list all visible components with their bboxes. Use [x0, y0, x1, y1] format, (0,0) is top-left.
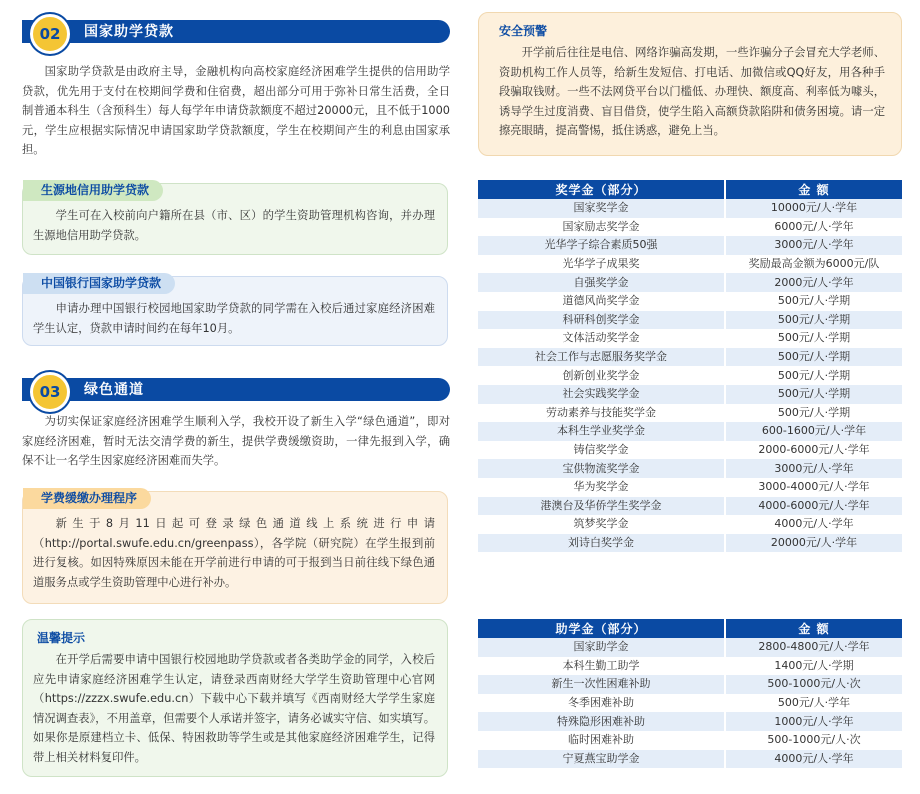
cell-amount: 500-1000元/人·次 — [725, 675, 902, 694]
cell-amount: 500元/人·学期 — [725, 385, 902, 404]
table-row — [478, 218, 902, 237]
cell-name: 临时困难补助 — [478, 731, 725, 750]
cell-amount: 500元/人·学期 — [725, 348, 902, 367]
source-loan-title: 生源地信用助学贷款 — [23, 180, 163, 201]
cell-name: 国家励志奖学金 — [478, 218, 725, 237]
table-row — [478, 638, 902, 657]
cell-name: 宝供物流奖学金 — [478, 459, 725, 478]
cell-name: 本科生勤工助学 — [478, 657, 725, 676]
source-loan-box — [22, 183, 448, 255]
table-row — [478, 675, 902, 694]
cell-amount: 500元/人·学年 — [725, 694, 902, 713]
cell-amount: 500元/人·学期 — [725, 329, 902, 348]
cell-name: 港澳台及华侨学生奖学金 — [478, 497, 725, 516]
section-03-number-badge: 03 — [30, 372, 70, 412]
scholarship-header-amount: 金 额 — [725, 180, 902, 199]
cell-amount: 1400元/人·学期 — [725, 657, 902, 676]
table-row — [478, 459, 902, 478]
scholarship-table-header — [478, 180, 902, 199]
cell-name: 道德风尚奖学金 — [478, 292, 725, 311]
cell-amount: 2000元/人·学年 — [725, 273, 902, 292]
boc-loan-box — [22, 276, 448, 346]
fee-deferral-title: 学费缓缴办理程序 — [23, 488, 151, 509]
cell-amount: 3000元/人·学年 — [725, 236, 902, 255]
scholarship-header-name: 奖学金（部分） — [478, 180, 725, 199]
cell-name: 社会实践奖学金 — [478, 385, 725, 404]
table-row — [478, 255, 902, 274]
scholarship-table — [478, 180, 902, 552]
tip-box — [22, 619, 448, 777]
cell-amount: 500元/人·学期 — [725, 311, 902, 330]
cell-name: 国家助学金 — [478, 638, 725, 657]
safety-warning-box — [478, 12, 902, 156]
table-row — [478, 311, 902, 330]
boc-loan-title: 中国银行国家助学贷款 — [23, 273, 175, 294]
cell-amount: 500元/人·学期 — [725, 366, 902, 385]
table-row — [478, 497, 902, 516]
section-02-header — [22, 20, 450, 43]
cell-name: 自强奖学金 — [478, 273, 725, 292]
table-row — [478, 366, 902, 385]
cell-name: 光华学子综合素质50强 — [478, 236, 725, 255]
table-row — [478, 236, 902, 255]
table-row — [478, 292, 902, 311]
grant-header-amount: 金 额 — [725, 619, 902, 638]
cell-amount: 奖励最高金额为6000元/队 — [725, 255, 902, 274]
cell-amount: 500元/人·学期 — [725, 404, 902, 423]
cell-name: 铸信奖学金 — [478, 441, 725, 460]
fee-deferral-box — [22, 491, 448, 604]
table-row — [478, 712, 902, 731]
cell-amount: 500-1000元/人·次 — [725, 731, 902, 750]
table-row — [478, 534, 902, 553]
section-03-header — [22, 378, 450, 401]
cell-name: 本科生学业奖学金 — [478, 422, 725, 441]
table-row — [478, 731, 902, 750]
cell-amount: 2800-4800元/人·学年 — [725, 638, 902, 657]
safety-warning-title: 安全预警 — [499, 24, 548, 38]
table-row — [478, 478, 902, 497]
cell-name: 科研科创奖学金 — [478, 311, 725, 330]
section-02-number-badge: 02 — [30, 14, 70, 54]
grant-table-header — [478, 619, 902, 638]
table-row — [478, 441, 902, 460]
tip-title: 温馨提示 — [37, 631, 86, 645]
cell-name: 宁夏燕宝助学金 — [478, 750, 725, 769]
boc-loan-text: 申请办理中国银行校园地国家助学贷款的同学需在入校后通过家庭经济困难学生认定，贷款申请时间约在每年10月。 — [33, 302, 435, 335]
section-03-title: 绿色通道 — [84, 382, 144, 398]
source-loan-text: 学生可在入校前向户籍所在县（市、区）的学生资助管理机构咨询，并办理生源地信用助学贷款。 — [33, 209, 435, 242]
grant-table — [478, 619, 902, 768]
table-row — [478, 657, 902, 676]
table-row — [478, 750, 902, 769]
cell-name: 劳动素养与技能奖学金 — [478, 404, 725, 423]
cell-amount: 1000元/人·学年 — [725, 712, 902, 731]
table-row — [478, 273, 902, 292]
cell-name: 创新创业奖学金 — [478, 366, 725, 385]
table-row — [478, 199, 902, 218]
table-row — [478, 329, 902, 348]
table-row — [478, 348, 902, 367]
cell-name: 华为奖学金 — [478, 478, 725, 497]
cell-name: 新生一次性困难补助 — [478, 675, 725, 694]
cell-amount: 4000-6000元/人·学年 — [725, 497, 902, 516]
cell-amount: 10000元/人·学年 — [725, 199, 902, 218]
cell-name: 社会工作与志愿服务奖学金 — [478, 348, 725, 367]
table-row — [478, 694, 902, 713]
cell-name: 冬季困难补助 — [478, 694, 725, 713]
section-03-intro: 为切实保证家庭经济困难学生顺利入学，我校开设了新生入学“绿色通道”，即对家庭经济困难，暂时无法交清学费的新生，提供学费缓缴资助，一律先报到入学，确保不让一名学生因家庭经济困难而失学。 — [22, 415, 450, 467]
table-row — [478, 404, 902, 423]
cell-name: 特殊隐形困难补助 — [478, 712, 725, 731]
cell-name: 文体活动奖学金 — [478, 329, 725, 348]
table-row — [478, 422, 902, 441]
cell-name: 国家奖学金 — [478, 199, 725, 218]
grant-header-name: 助学金（部分） — [478, 619, 725, 638]
cell-name: 筑梦奖学金 — [478, 515, 725, 534]
cell-amount: 2000-6000元/人·学年 — [725, 441, 902, 460]
cell-amount: 3000元/人·学年 — [725, 459, 902, 478]
cell-amount: 4000元/人·学年 — [725, 515, 902, 534]
cell-amount: 4000元/人·学年 — [725, 750, 902, 769]
cell-name: 刘诗白奖学金 — [478, 534, 725, 553]
fee-deferral-text: 新生于8月11日起可登录绿色通道线上系统进行申请（http://portal.swufe.edu.cn/greenpass），各学院（研究院）在学生报到前进行复核。如因特殊原因未能在开学前进行申请的可于报到当日前往线下绿色通道服务点或学生资助管理中心进行补办。 — [33, 517, 435, 589]
section-02-intro: 国家助学贷款是由政府主导，金融机构向高校家庭经济困难学生提供的信用助学贷款，优先用于支付在校期间学费和住宿费，超出部分可用于弥补日常生活费，全日制普通本科生（含预科生）每人每学年申请贷款额度不超过20000元，且不低于1000元，学生应根据实际情况申请国家助学贷款额度，学生在校期间产生的利息由国家承担。 — [22, 65, 450, 156]
tip-text: 在开学后需要申请中国银行校园地助学贷款或者各类助学金的同学，入校后应先申请家庭经济困难学生认定，请登录西南财经大学学生资助管理中心官网（https://zzzx.swufe.edu.cn）下载中心下载并填写《西南财经大学学生家庭情况调查表》，不用盖章，但需要个人承诺并签字，请务必诚实守信、如实填写。如果你是原建档立卡、低保、特困救助等学生或是其他家庭经济困难学生，记得带上相关材料复印件。 — [33, 653, 435, 764]
safety-warning-text: 开学前后往往是电信、网络诈骗高发期，一些诈骗分子会冒充大学老师、资助机构工作人员等，给新生发短信、打电话、加微信或QQ好友，用各种手段骗取钱财。一些不法网贷平台以门槛低、办理快、额度高、利率低为噱头，诱导学生过度消费、盲目借贷，使学生陷入高额贷款陷阱和债务困境。请一定擦亮眼睛，提高警惕，抵住诱惑，避免上当。 — [499, 46, 885, 137]
section-02-title: 国家助学贷款 — [84, 24, 174, 40]
cell-amount: 20000元/人·学年 — [725, 534, 902, 553]
cell-name: 光华学子成果奖 — [478, 255, 725, 274]
cell-amount: 600-1600元/人·学年 — [725, 422, 902, 441]
table-row — [478, 385, 902, 404]
cell-amount: 3000-4000元/人·学年 — [725, 478, 902, 497]
cell-amount: 6000元/人·学年 — [725, 218, 902, 237]
table-row — [478, 515, 902, 534]
cell-amount: 500元/人·学期 — [725, 292, 902, 311]
